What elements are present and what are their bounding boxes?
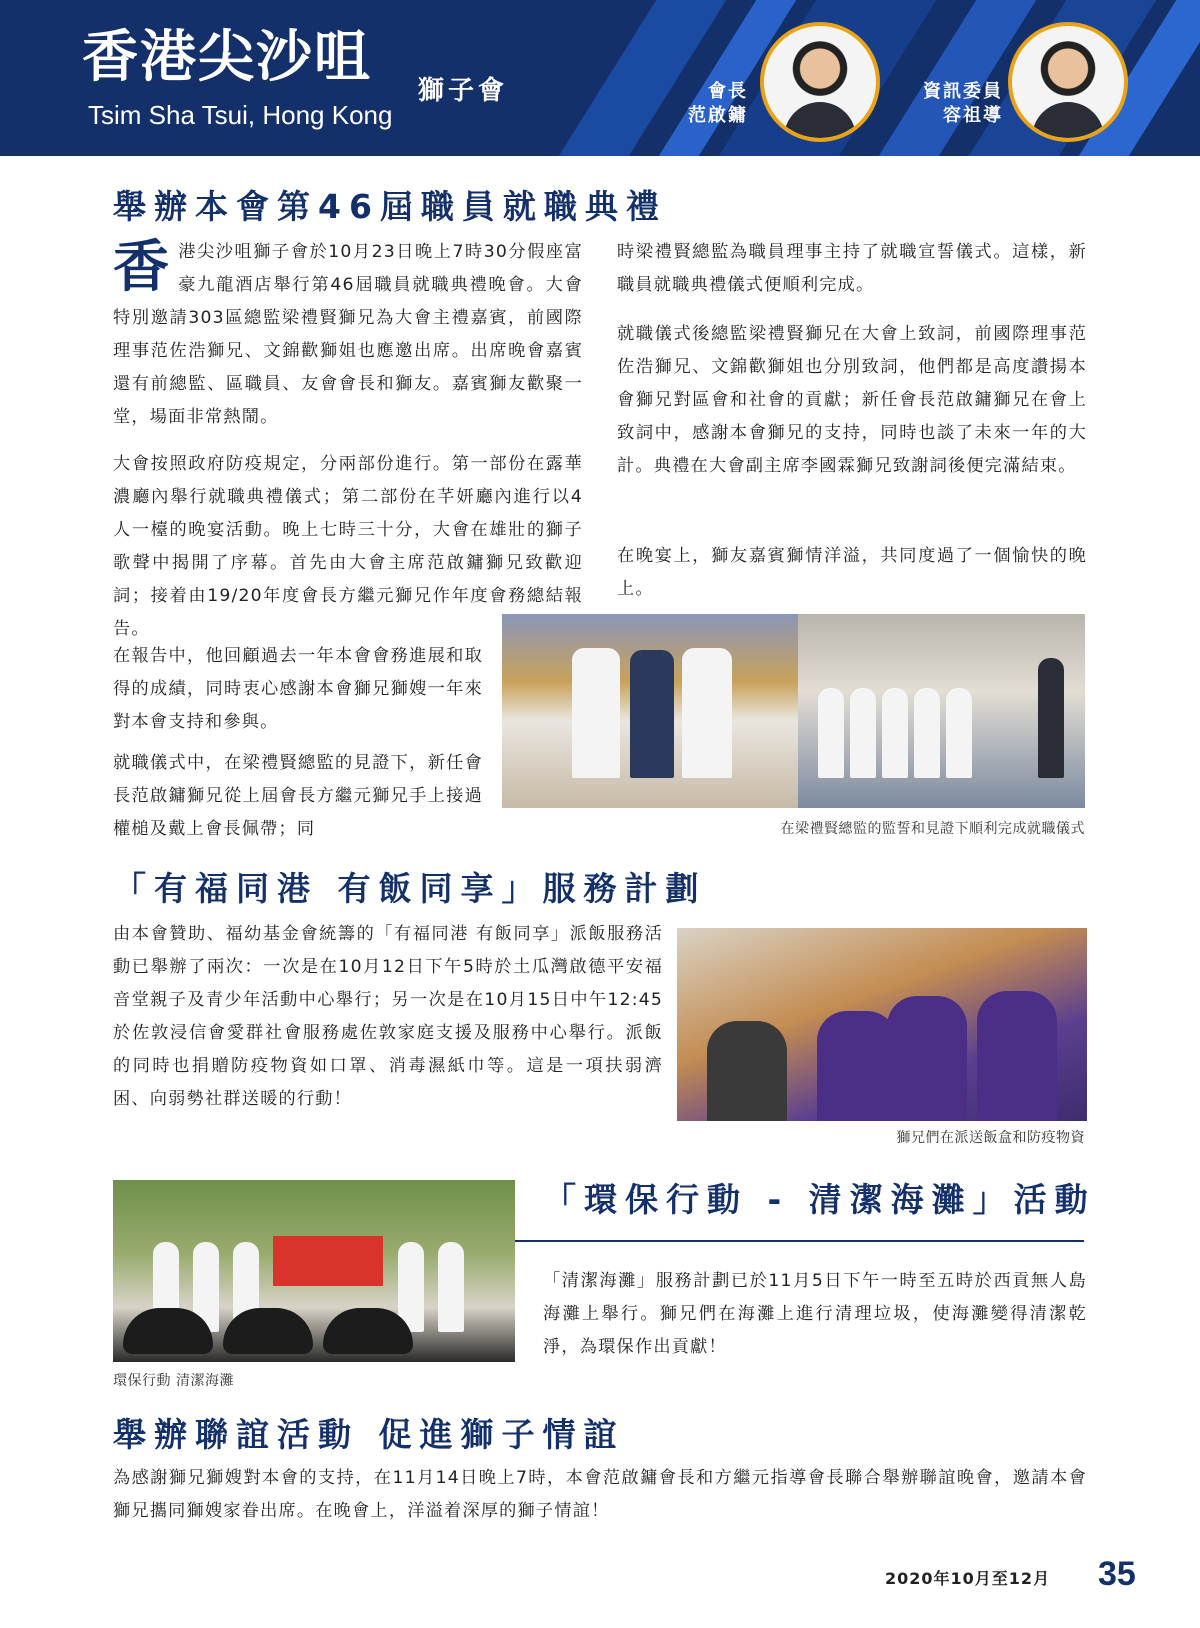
club-suffix-zh: 獅子會 [418, 76, 509, 106]
beach-cleanup-body: 「清潔海灘」服務計劃已於11月5日下午一時至五時於西貢無人島海灘上舉行。獅兄們在海灘上進行清理垃圾，使海灘變得清潔乾淨，為環保作出貢獻！ [543, 1271, 1087, 1357]
info-officer-credit [885, 80, 1003, 129]
installation-title: 舉辦本會第46屆職員就職典禮 [113, 187, 667, 226]
installation-paragraph-4: 就職儀式中，在梁禮賢總監的見證下，新任會長范啟鏞獅兄從上屆會長方繼元獅兄手上接過權槌及戴上會長佩帶；同 [113, 753, 483, 839]
info-officer-name: 容祖導 [943, 105, 1003, 127]
installation-paragraph-7: 在晚宴上，獅友嘉賓獅情洋溢，共同度過了一個愉快的晚上。 [617, 546, 1087, 599]
meal-program-title: 「有福同港 有飯同享」服務計劃 [113, 869, 707, 908]
photo-banner [273, 1236, 383, 1286]
meal-program-caption: 獅兄們在派送飯盒和防疫物資 [896, 1130, 1085, 1146]
photo-figure [914, 688, 940, 778]
fellowship-body: 為感謝獅兄獅嫂對本會的支持，在11月14日晚上7時，本會范啟鏞會長和方繼元指導會長聯合舉辦聯誼晚會，邀請本會獅兄攜同獅嫂家眷出席。在晚會上，洋溢着深厚的獅子情誼！ [113, 1468, 1087, 1521]
installation-photo-oath [798, 614, 1085, 808]
photo-figure [572, 648, 620, 778]
info-officer-role: 資訊委員 [923, 81, 1003, 102]
installation-paragraph-3: 在報告中，他回顧過去一年本會會務進展和取得的成績，同時衷心感謝本會獅兄獅嫂一年來對本會支持和參與。 [113, 646, 483, 732]
photo-figure [818, 688, 844, 778]
photo-figure [707, 1021, 787, 1121]
photo-figure [882, 688, 908, 778]
photo-figure [887, 996, 967, 1121]
installation-photo-caption: 在梁禮賢總監的監誓和見證下順利完成就職儀式 [780, 821, 1085, 837]
page-header [0, 0, 1200, 156]
fellowship-title: 舉辦聯誼活動 促進獅子情誼 [113, 1415, 625, 1454]
president-name: 范啟鏞 [688, 105, 748, 127]
photo-figure [850, 688, 876, 778]
president-portrait [760, 22, 880, 142]
beach-cleanup-title: 「環保行動 - 清潔海灘」活動 [543, 1180, 1096, 1219]
installation-paragraph-1 [113, 236, 583, 434]
photo-figure [682, 648, 732, 778]
meal-program-body: 由本會贊助、福幼基金會統籌的「有福同港 有飯同享」派飯服務活動已舉辦了兩次：一次是在10月12日下午5時於土瓜灣啟德平安福音堂親子及青少年活動中心舉行；另一次是在10月15日中午12:45於佐敦浸信會愛群社會服務處佐敦家庭支援及服務中心舉行。派飯的同時也捐贈防疫物資如口罩、消毒濕紙巾等。這是一項扶弱濟困、向弱勢社群送暖的行動！ [113, 924, 663, 1109]
info-officer-portrait [1008, 22, 1128, 142]
president-role: 會長 [708, 81, 748, 102]
photo-figure [438, 1242, 464, 1332]
photo-figure [817, 1011, 897, 1121]
photo-figure [1038, 658, 1064, 778]
club-name-en: Tsim Sha Tsui, Hong Kong [88, 100, 393, 130]
installation-paragraph-6: 就職儀式後總監梁禮賢獅兄在大會上致詞，前國際理事范佐浩獅兄、文錦歡獅姐也分別致詞，他們都是高度讚揚本會獅兄對區會和社會的貢獻；新任會長范啟鏞獅兄在會上致詞中，感謝本會獅兄的支持，同時也談了未來一年的大計。典禮在大會副主席李國霖獅兄致謝詞後便完滿結束。 [617, 324, 1087, 476]
installation-paragraph-1-text: 港尖沙咀獅子會於10月23日晚上7時30分假座富豪九龍酒店舉行第46屆職員就職典禮晚會。大會特別邀請303區總監梁禮賢獅兄為大會主禮嘉賓，前國際理事范佐浩獅兄、文錦歡獅姐也應邀出席。出席晚會嘉賓還有前總監、區職員、友會會長和獅友。嘉賓獅友歡聚一堂，場面非常熱鬧。 [113, 242, 583, 427]
photo-figure [630, 650, 674, 778]
installation-photo-gavel [502, 614, 798, 808]
beach-cleanup-caption: 環保行動 清潔海灘 [113, 1373, 234, 1389]
installation-paragraph-2: 大會按照政府防疫規定，分兩部份進行。第一部份在露華濃廳內舉行就職典禮儀式；第二部份在芊妍廳內進行以4人一檯的晚宴活動。晚上七時三十分，大會在雄壯的獅子歌聲中揭開了序幕。首先由大會主席范啟鏞獅兄致歡迎詞；接着由19/20年度會長方繼元獅兄作年度會務總結報告。 [113, 454, 583, 639]
drop-cap: 香 [113, 235, 171, 300]
installation-paragraph-5: 時梁禮賢總監為職員理事主持了就職宣誓儀式。這樣，新職員就職典禮儀式便順利完成。 [617, 242, 1087, 295]
photo-figure [946, 688, 972, 778]
photo-garbage-bags [223, 1308, 313, 1354]
meal-program-photo [677, 928, 1087, 1121]
issue-date: 2020年10月至12月 [885, 1569, 1051, 1588]
club-name-zh: 香港尖沙咀 [82, 25, 372, 90]
beach-cleanup-photo [113, 1180, 515, 1362]
president-credit [640, 80, 748, 129]
page-number: 35 [1098, 1555, 1136, 1593]
section-divider [512, 1240, 1084, 1242]
photo-figure [977, 991, 1057, 1121]
